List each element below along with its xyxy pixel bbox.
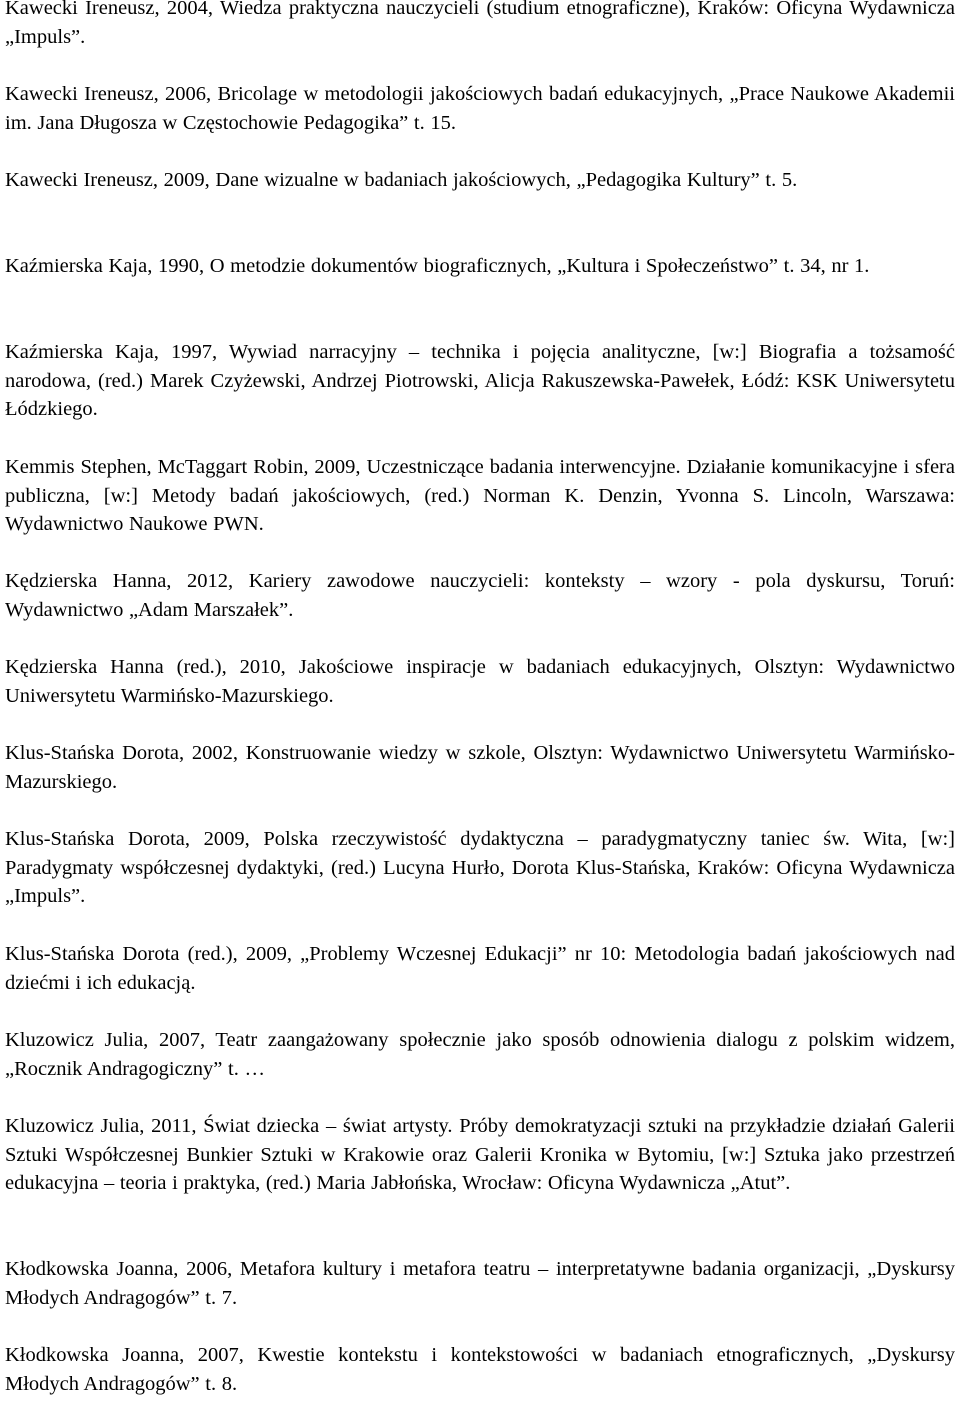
bibliography-entry: Kaźmierska Kaja, 1990, O metodzie dokumentów biograficznych, „Kultura i Społeczeństwo” t. 34, nr 1. (5, 255, 870, 277)
bibliography-entry: Kawecki Ireneusz, 2009, Dane wizualne w badaniach jakościowych, „Pedagogika Kultury” t. 5. (5, 169, 798, 191)
bibliography-entry: Kaźmierska Kaja, 1997, Wywiad narracyjny – technika i pojęcia analityczne, [w:] Biografia a tożsamość narodowa, (red.) Marek Czyżewski, Andrzej Piotrowski, Alicja Rakuszewska-Pawełek, Łódź: KSK Uniwersytetu Łódzkiego. (5, 341, 955, 420)
bibliography-entry: Kawecki Ireneusz, 2006, Bricolage w metodologii jakościowych badań edukacyjnych, „Prace Naukowe Akademii im. Jana Długosza w Częstochowie Pedagogika” t. 15. (5, 83, 955, 134)
bibliography-entry: Klus-Stańska Dorota (red.), 2009, „Problemy Wczesnej Edukacji” nr 10: Metodologia badań jakościowych nad dziećmi i ich edukacją. (5, 943, 955, 994)
bibliography-entry: Kłodkowska Joanna, 2007, Kwestie kontekstu i kontekstowości w badaniach etnograficznych, „Dyskursy Młodych Andragogów” t. 8. (5, 1344, 955, 1395)
bibliography-entry: Klus-Stańska Dorota, 2009, Polska rzeczywistość dydaktyczna – paradygmatyczny taniec św. Wita, [w:] Paradygmaty współczesnej dydaktyki, (red.) Lucyna Hurło, Dorota Klus-Stańska, Kraków: Oficyna Wydawnicza „Impuls”. (5, 828, 955, 907)
bibliography-entry: Kemmis Stephen, McTaggart Robin, 2009, Uczestniczące badania interwencyjne. Działanie komunikacyjne i sfera publiczna, [w:] Metody badań jakościowych, (red.) Norman K. Denzin, Yvonna S. Lincoln, Warszawa: Wydawnictwo Naukowe PWN. (5, 456, 955, 535)
bibliography-entry: Kędzierska Hanna, 2012, Kariery zawodowe nauczycieli: konteksty – wzory - pola dyskursu, Toruń: Wydawnictwo „Adam Marszałek”. (5, 570, 955, 621)
bibliography-entry: Klus-Stańska Dorota, 2002, Konstruowanie wiedzy w szkole, Olsztyn: Wydawnictwo Uniwersytetu Warmińsko-Mazurskiego. (5, 742, 955, 793)
bibliography-entry: Kluzowicz Julia, 2011, Świat dziecka – świat artysty. Próby demokratyzacji sztuki na przykładzie działań Galerii Sztuki Współczesnej Bunkier Sztuki w Krakowie oraz Galerii Kronika w Bytomiu, [w:] Sztuka jako przestrzeń edukacyjna – teoria i praktyka, (red.) Maria Jabłońska, Wrocław: Oficyna Wydawnicza „Atut”. (5, 1115, 955, 1194)
bibliography-entry: Kędzierska Hanna (red.), 2010, Jakościowe inspiracje w badaniach edukacyjnych, Olsztyn: Wydawnictwo Uniwersytetu Warmińsko-Mazurskiego. (5, 656, 955, 707)
bibliography-entry: Kluzowicz Julia, 2007, Teatr zaangażowany społecznie jako sposób odnowienia dialogu z polskim widzem, „Rocznik Andragogiczny” t. … (5, 1029, 955, 1080)
bibliography-entry: Kłodkowska Joanna, 2006, Metafora kultury i metafora teatru – interpretatywne badania organizacji, „Dyskursy Młodych Andragogów” t. 7. (5, 1258, 955, 1309)
bibliography-entry: Kawecki Ireneusz, 2004, Wiedza praktyczna nauczycieli (studium etnograficzne), Kraków: Oficyna Wydawnicza „Impuls”. (5, 0, 955, 48)
